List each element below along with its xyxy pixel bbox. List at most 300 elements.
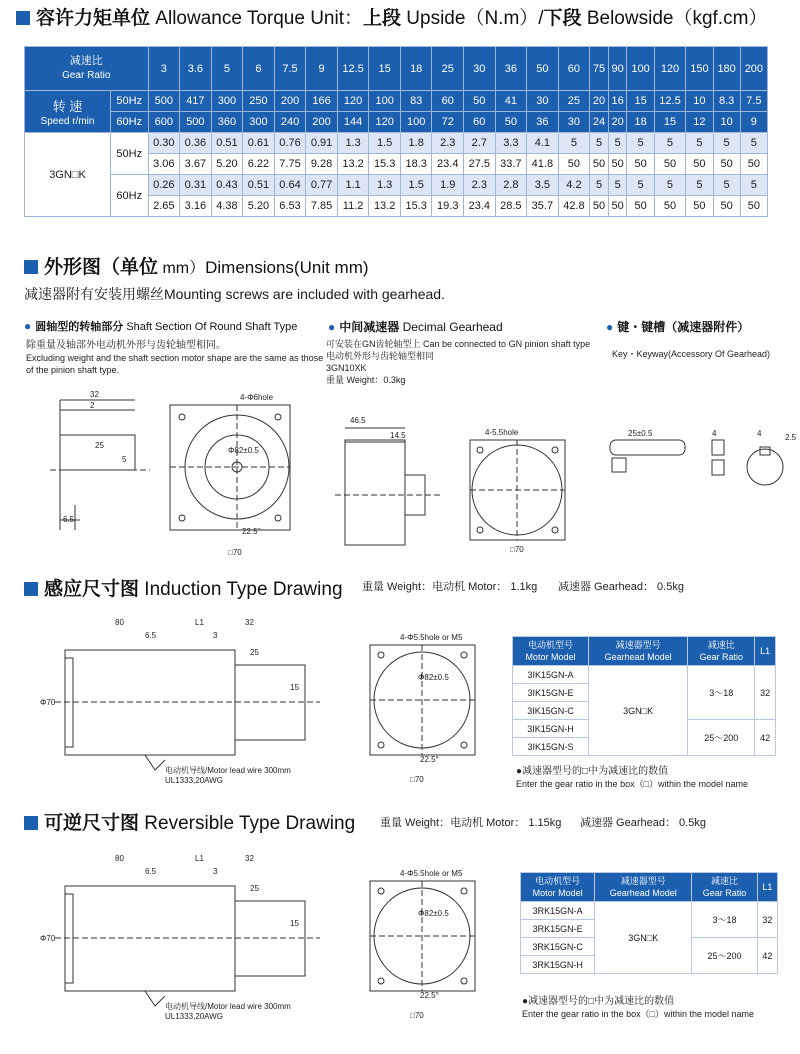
- torque-cell: 13.2: [337, 154, 369, 175]
- col2-desc3: 3GN10XK: [326, 363, 367, 373]
- table-row: [521, 902, 778, 920]
- speed-cell: 9: [740, 112, 767, 133]
- torque-cell: 2.65: [148, 196, 180, 217]
- upper-en: Upside（N.m）/: [406, 8, 544, 29]
- reversible-heading: [24, 808, 355, 835]
- dimensions-heading: [24, 252, 369, 279]
- torque-cell: 2.3: [464, 175, 496, 196]
- dimensions-title-en: Dimensions(Unit mm): [205, 258, 369, 277]
- torque-cell: 27.5: [464, 154, 496, 175]
- speed-cell: 36: [527, 112, 559, 133]
- col3-title: [606, 318, 749, 335]
- speed-cn: 转 速: [52, 99, 83, 114]
- speed-cell: 120: [369, 112, 401, 133]
- gearhead-cell: 3GN□K: [588, 666, 687, 756]
- speed-cell: 20: [608, 112, 627, 133]
- torque-cell: 1.9: [432, 175, 464, 196]
- induction-note: [516, 766, 748, 790]
- rev-dim-80: 80: [115, 854, 124, 863]
- torque-cell: 50: [608, 196, 627, 217]
- ratio-cell: 36: [495, 47, 527, 91]
- torque-cell: 5: [590, 175, 609, 196]
- torque-cell: 35.7: [527, 196, 559, 217]
- torque-cell: 42.8: [558, 196, 590, 217]
- torque-cell: 50: [558, 154, 590, 175]
- induction-title-cn: 感应尺寸图: [44, 579, 140, 600]
- induction-model-table: [512, 636, 776, 756]
- motor-cell: 3RK15GN-H: [521, 956, 595, 974]
- ratio-cell: 3.6: [180, 47, 212, 91]
- torque-cell: 0.64: [274, 175, 306, 196]
- torque-cell: 1.5: [369, 133, 401, 154]
- key-drawings: [610, 440, 783, 485]
- speed-cell: 360: [211, 112, 243, 133]
- speed-cell: 166: [306, 91, 338, 112]
- ind-hole: 4-Φ5.5hole or M5: [400, 633, 463, 642]
- torque-cell: 33.7: [495, 154, 527, 175]
- torque-cell: 3.06: [148, 154, 180, 175]
- dim-32: 32: [90, 390, 99, 399]
- torque-cell: 2.3: [432, 133, 464, 154]
- speed-cell: 100: [400, 112, 432, 133]
- ratio-cell: 90: [608, 47, 627, 91]
- torque-cell: 0.36: [180, 133, 212, 154]
- speed-cell: 30: [558, 112, 590, 133]
- speed-cell: 25: [558, 91, 590, 112]
- torque-cell: 50: [590, 154, 609, 175]
- torque-cell: 1.1: [337, 175, 369, 196]
- ind-dim-25: 25: [250, 648, 259, 657]
- speed-cell: 60: [464, 112, 496, 133]
- torque-cell: 3.3: [495, 133, 527, 154]
- rev-dim-6-5: 6.5: [145, 867, 157, 876]
- reversible-model-table: [520, 872, 778, 974]
- dim-pcd-82: Φ82±0.5: [228, 446, 259, 455]
- hz60-cell: 60Hz: [111, 175, 149, 217]
- col2-title-cn: 中间减速器: [339, 320, 400, 334]
- torque-cell: 50: [740, 154, 767, 175]
- ratio-cell: 25: [432, 47, 464, 91]
- ratio-cell: 9: [306, 47, 338, 91]
- motor-cell: 3RK15GN-E: [521, 920, 595, 938]
- motor-cell: 3RK15GN-C: [521, 938, 595, 956]
- torque-cell: 13.2: [369, 196, 401, 217]
- ind-square: □70: [410, 775, 424, 784]
- ratio-cell: 120: [654, 47, 686, 91]
- reversible-title-cn: 可逆尺寸图: [44, 813, 140, 834]
- ratio-row: [25, 47, 768, 91]
- torque-cell: 5: [713, 175, 740, 196]
- torque-cell: 5.20: [211, 154, 243, 175]
- motor-model-header: 电动机型号 Motor Model: [521, 873, 595, 902]
- speed-cell: 144: [337, 112, 369, 133]
- torque-cell: 5: [627, 133, 654, 154]
- reversible-weight-gear: 减速器 Gearhead： 0.5kg: [580, 817, 706, 829]
- torque-cell: 5: [740, 133, 767, 154]
- speed-cell: 18: [627, 112, 654, 133]
- rev-pcd: Φ82±0.5: [418, 909, 449, 918]
- dim-hole-6: 4-Φ6hole: [240, 393, 274, 402]
- ratio-cell: 5: [211, 47, 243, 91]
- torque-cell: 0.77: [306, 175, 338, 196]
- torque-cell: 5: [558, 133, 590, 154]
- lower-en: Belowside（kgf.cm）: [586, 8, 768, 29]
- dimensions-unit: mm）: [158, 260, 206, 277]
- dim-46-5: 46.5: [350, 416, 366, 425]
- heading-en: Allowance Torque Unit：: [155, 8, 363, 29]
- speed-cell: 417: [180, 91, 212, 112]
- torque-cell: 6.53: [274, 196, 306, 217]
- heading-square-icon: [24, 260, 38, 274]
- torque-cell: 41.8: [527, 154, 559, 175]
- torque-cell: 5: [608, 133, 627, 154]
- ratio-cell: 18: [400, 47, 432, 91]
- l1-header: L1: [757, 873, 777, 902]
- torque-cell: 50: [608, 154, 627, 175]
- rev-angle: 22.5°: [420, 991, 439, 1000]
- induction-title-en: Induction Type Drawing: [144, 579, 343, 600]
- ind-dim-80: 80: [115, 618, 124, 627]
- gearhead-side-view: [335, 428, 440, 545]
- dim-square-70b: □70: [510, 545, 524, 554]
- torque-cell: 3.5: [527, 175, 559, 196]
- speed-cell: 200: [306, 112, 338, 133]
- dim-angle: 22.5°: [242, 527, 261, 536]
- col1-title: [24, 318, 297, 334]
- ind-dim-32: 32: [245, 618, 254, 627]
- shaft-side-view: [50, 400, 150, 530]
- ratio-cell: 25～200: [692, 938, 757, 974]
- col1-title-cn: 圆轴型的转轴部分: [35, 321, 124, 333]
- ratio-cell: 60: [558, 47, 590, 91]
- hz60-label: 60Hz: [111, 112, 149, 133]
- torque-cell: 50: [654, 196, 686, 217]
- ind-lead2: UL1333,20AWG: [165, 776, 223, 785]
- torque-cell: 5: [654, 175, 686, 196]
- speed-label: [25, 91, 111, 133]
- torque-cell: 0.91: [306, 133, 338, 154]
- ratio-cell: 7.5: [274, 47, 306, 91]
- col1-desc: [26, 340, 326, 376]
- model-cell: 3GN□K: [25, 133, 111, 217]
- torque-cell: 2.7: [464, 133, 496, 154]
- dim-6-5: 6.5: [63, 515, 75, 524]
- torque-cell: 50: [686, 196, 713, 217]
- col2-weight: 重量 Weight：0.3kg: [326, 375, 406, 385]
- torque-cell: 11.2: [337, 196, 369, 217]
- induction-weight-gear: 减速器 Gearhead： 0.5kg: [558, 581, 684, 593]
- motor-cell: 3IK15GN-C: [513, 702, 589, 720]
- speed-cell: 100: [369, 91, 401, 112]
- ratio-cell: 30: [464, 47, 496, 91]
- dim-14-5: 14.5: [390, 431, 406, 440]
- torque-cell: 23.4: [432, 154, 464, 175]
- ratio-cell: 180: [713, 47, 740, 91]
- induction-weight-motor: 重量 Weight：电动机 Motor： 1.1kg: [362, 581, 538, 593]
- reversible-drawing: [0, 846, 510, 1026]
- ratio-header: 减速比 Gear Ratio: [688, 637, 755, 666]
- speed-cell: 50: [495, 112, 527, 133]
- ind-dim-phi70: Φ70: [40, 698, 56, 707]
- hz50-label: 50Hz: [111, 91, 149, 112]
- col2-desc: [326, 338, 616, 386]
- ind-dim-3: 3: [213, 631, 218, 640]
- torque-cell: 0.26: [148, 175, 180, 196]
- key-2-5: 2.5: [785, 433, 797, 442]
- col2-title-en: Decimal Gearhead: [402, 320, 503, 334]
- l1-cell: 42: [757, 938, 777, 974]
- speed-en: Speed r/min: [40, 116, 95, 127]
- rev-dim-l1: L1: [195, 854, 204, 863]
- torque-cell: 5: [654, 133, 686, 154]
- lower-cn: 下段: [543, 8, 582, 29]
- torque-cell: 0.30: [148, 133, 180, 154]
- rev-lead: 电动机导线/Motor lead wire 300mm: [165, 1002, 291, 1011]
- torque-cell: 50: [713, 154, 740, 175]
- ratio-header: 减速比 Gear Ratio: [692, 873, 757, 902]
- ratio-cell: 3: [148, 47, 180, 91]
- bullet-dot-icon: ●: [606, 320, 614, 334]
- torque-row: [25, 133, 768, 154]
- speed-cell: 15: [654, 112, 686, 133]
- torque-cell: 0.31: [180, 175, 212, 196]
- ratio-cell: 200: [740, 47, 767, 91]
- speed-cell: 12.5: [654, 91, 686, 112]
- heading-square-icon: [24, 816, 38, 830]
- speed-cell: 500: [148, 91, 180, 112]
- rev-lead2: UL1333,20AWG: [165, 1012, 223, 1021]
- rev-dim-15: 15: [290, 919, 299, 928]
- col1-desc-cn: 除重量及轴部外电动机外形与齿轮轴型相同。: [26, 340, 226, 351]
- torque-cell: 3.67: [180, 154, 212, 175]
- torque-cell: 0.51: [243, 175, 275, 196]
- dim-25: 25: [95, 441, 104, 450]
- torque-cell: 0.61: [243, 133, 275, 154]
- torque-cell: 50: [686, 154, 713, 175]
- gear-model-header: 减速器型号 Gearhead Model: [588, 637, 687, 666]
- col2-title: [328, 318, 503, 335]
- torque-cell: 23.4: [464, 196, 496, 217]
- ratio-cell: 3～18: [692, 902, 757, 938]
- dimensions-drawings: [0, 380, 800, 560]
- induction-heading: [24, 574, 343, 601]
- torque-cell: 5: [627, 175, 654, 196]
- speed-cell: 12: [686, 112, 713, 133]
- col2-desc1: 可安装在GN齿轮轴型上 Can be connected to GN pinion shaft type: [326, 339, 591, 349]
- bullet-dot-icon: ●: [328, 320, 336, 334]
- gear-ratio-header: [25, 47, 149, 91]
- gear-model-header: 减速器型号 Gearhead Model: [595, 873, 692, 902]
- table-row: [513, 666, 776, 684]
- rev-dim-32: 32: [245, 854, 254, 863]
- torque-cell: 15.3: [369, 154, 401, 175]
- front-view-1: [170, 405, 290, 530]
- torque-cell: 15.3: [400, 196, 432, 217]
- ind-dim-l1: L1: [195, 618, 204, 627]
- torque-cell: 50: [654, 154, 686, 175]
- torque-cell: 50: [590, 196, 609, 217]
- dim-2: 2: [90, 401, 95, 410]
- reversible-note-cn: ●减速器型号的□中为减速比的数值: [522, 996, 675, 1007]
- speed-row-50: [25, 91, 768, 112]
- key-25: 25±0.5: [628, 429, 653, 438]
- l1-header: L1: [755, 637, 776, 666]
- heading-cn: 容许力矩单位: [36, 8, 151, 29]
- rev-hole: 4-Φ5.5hole or M5: [400, 869, 463, 878]
- col1-desc-en: Excluding weight and the shaft section motor shape are the same as those of the pinion shaft type.: [26, 353, 324, 375]
- speed-cell: 300: [243, 112, 275, 133]
- speed-cell: 240: [274, 112, 306, 133]
- reversible-title-en: Reversible Type Drawing: [144, 813, 356, 834]
- ratio-cell: 50: [527, 47, 559, 91]
- induction-note-en: Enter the gear ratio in the box（□）within the model name: [516, 779, 749, 789]
- l1-cell: 42: [755, 720, 776, 756]
- speed-cell: 60: [432, 91, 464, 112]
- ind-pcd: Φ82±0.5: [418, 673, 449, 682]
- speed-cell: 8.3: [713, 91, 740, 112]
- speed-cell: 600: [148, 112, 180, 133]
- torque-cell: 50: [740, 196, 767, 217]
- motor-cell: 3IK15GN-H: [513, 720, 589, 738]
- ratio-cell: 100: [627, 47, 654, 91]
- torque-cell: 4.38: [211, 196, 243, 217]
- ratio-cell: 6: [243, 47, 275, 91]
- torque-cell: 1.3: [369, 175, 401, 196]
- induction-drawing: [0, 610, 510, 790]
- speed-cell: 24: [590, 112, 609, 133]
- speed-cell: 500: [180, 112, 212, 133]
- speed-cell: 250: [243, 91, 275, 112]
- torque-cell: 1.3: [337, 133, 369, 154]
- rev-dim-phi70: Φ70: [40, 934, 56, 943]
- ratio-cell: 3～18: [688, 666, 755, 720]
- dim-5: 5: [122, 455, 127, 464]
- speed-cell: 83: [400, 91, 432, 112]
- torque-cell: 4.1: [527, 133, 559, 154]
- rev-dim-25: 25: [250, 884, 259, 893]
- ratio-cell: 75: [590, 47, 609, 91]
- speed-cell: 15: [627, 91, 654, 112]
- torque-cell: 50: [627, 196, 654, 217]
- torque-cell: 5: [740, 175, 767, 196]
- bullet-dot-icon: ●: [24, 319, 32, 333]
- heading-square-icon: [16, 11, 30, 25]
- torque-cell: 6.22: [243, 154, 275, 175]
- ratio-cell: 12.5: [337, 47, 369, 91]
- col1-title-en: Shaft Section Of Round Shaft Type: [126, 321, 298, 333]
- ind-dim-15: 15: [290, 683, 299, 692]
- l1-cell: 32: [755, 666, 776, 720]
- l1-cell: 32: [757, 902, 777, 938]
- torque-cell: 0.76: [274, 133, 306, 154]
- speed-row-60: [25, 112, 768, 133]
- torque-cell: 0.43: [211, 175, 243, 196]
- reversible-note: [522, 996, 754, 1020]
- speed-cell: 16: [608, 91, 627, 112]
- speed-cell: 200: [274, 91, 306, 112]
- screws-note: 减速器附有安装用螺丝Mounting screws are included with gearhead.: [24, 286, 445, 302]
- speed-cell: 41: [495, 91, 527, 112]
- torque-cell: 5: [590, 133, 609, 154]
- torque-cell: 1.5: [400, 175, 432, 196]
- rev-square: □70: [410, 1011, 424, 1020]
- torque-cell: 5: [713, 133, 740, 154]
- rev-dim-3: 3: [213, 867, 218, 876]
- torque-cell: 9.28: [306, 154, 338, 175]
- gear-ratio-en: Gear Ratio: [62, 70, 111, 81]
- col3-desc: Key・Keyway(Accessory Of Gearhead): [612, 349, 771, 359]
- table-header-row: [521, 873, 778, 902]
- heading-square-icon: [24, 582, 38, 596]
- speed-cell: 300: [211, 91, 243, 112]
- torque-cell: 19.3: [432, 196, 464, 217]
- ind-angle: 22.5°: [420, 755, 439, 764]
- speed-cell: 10: [686, 91, 713, 112]
- torque-cell: 28.5: [495, 196, 527, 217]
- upper-cn: 上段: [363, 8, 402, 29]
- torque-cell: 5: [608, 175, 627, 196]
- key-4a: 4: [712, 429, 717, 438]
- dimensions-title-cn: 外形图（单位: [44, 257, 159, 278]
- ratio-cell: 25～200: [688, 720, 755, 756]
- torque-cell: 7.75: [274, 154, 306, 175]
- key-4b: 4: [757, 429, 762, 438]
- torque-cell: 5.20: [243, 196, 275, 217]
- torque-cell: 4.2: [558, 175, 590, 196]
- speed-cell: 72: [432, 112, 464, 133]
- dim-square-70: □70: [228, 548, 242, 557]
- motor-cell: 3IK15GN-S: [513, 738, 589, 756]
- ratio-cell: 15: [369, 47, 401, 91]
- speed-cell: 50: [464, 91, 496, 112]
- torque-row: [25, 175, 768, 196]
- table-header-row: [513, 637, 776, 666]
- gearhead-cell: 3GN□K: [595, 902, 692, 974]
- speed-cell: 10: [713, 112, 740, 133]
- ratio-cell: 150: [686, 47, 713, 91]
- hz50-cell: 50Hz: [111, 133, 149, 175]
- torque-cell: 5: [686, 175, 713, 196]
- dim-hole-5-5: 4-5.5hole: [485, 428, 519, 437]
- speed-cell: 20: [590, 91, 609, 112]
- gear-ratio-cn: 减速比: [69, 55, 103, 67]
- reversible-weight-motor: 重量 Weight：电动机 Motor： 1.15kg: [380, 817, 562, 829]
- torque-cell: 1.8: [400, 133, 432, 154]
- torque-cell: 7.85: [306, 196, 338, 217]
- induction-note-cn: ●减速器型号的□中为减速比的数值: [516, 766, 669, 777]
- torque-cell: 3.16: [180, 196, 212, 217]
- motor-cell: 3IK15GN-E: [513, 684, 589, 702]
- ind-lead: 电动机导线/Motor lead wire 300mm: [165, 766, 291, 775]
- gearhead-front-view: [470, 440, 565, 540]
- torque-cell: 18.3: [400, 154, 432, 175]
- torque-cell: 50: [627, 154, 654, 175]
- torque-cell: 50: [713, 196, 740, 217]
- col2-desc2: 电动机外形与齿轮轴型相同: [326, 351, 435, 361]
- reversible-note-en: Enter the gear ratio in the box（□）within the model name: [522, 1009, 755, 1019]
- torque-cell: 2.8: [495, 175, 527, 196]
- torque-cell: 0.51: [211, 133, 243, 154]
- speed-cell: 7.5: [740, 91, 767, 112]
- motor-cell: 3RK15GN-A: [521, 902, 595, 920]
- torque-table: [24, 46, 768, 217]
- torque-unit-heading: [16, 3, 767, 30]
- torque-cell: 5: [686, 133, 713, 154]
- speed-cell: 120: [337, 91, 369, 112]
- ind-dim-6-5: 6.5: [145, 631, 157, 640]
- col3-title-text: 键・键槽（减速器附件）: [617, 320, 750, 334]
- motor-cell: 3IK15GN-A: [513, 666, 589, 684]
